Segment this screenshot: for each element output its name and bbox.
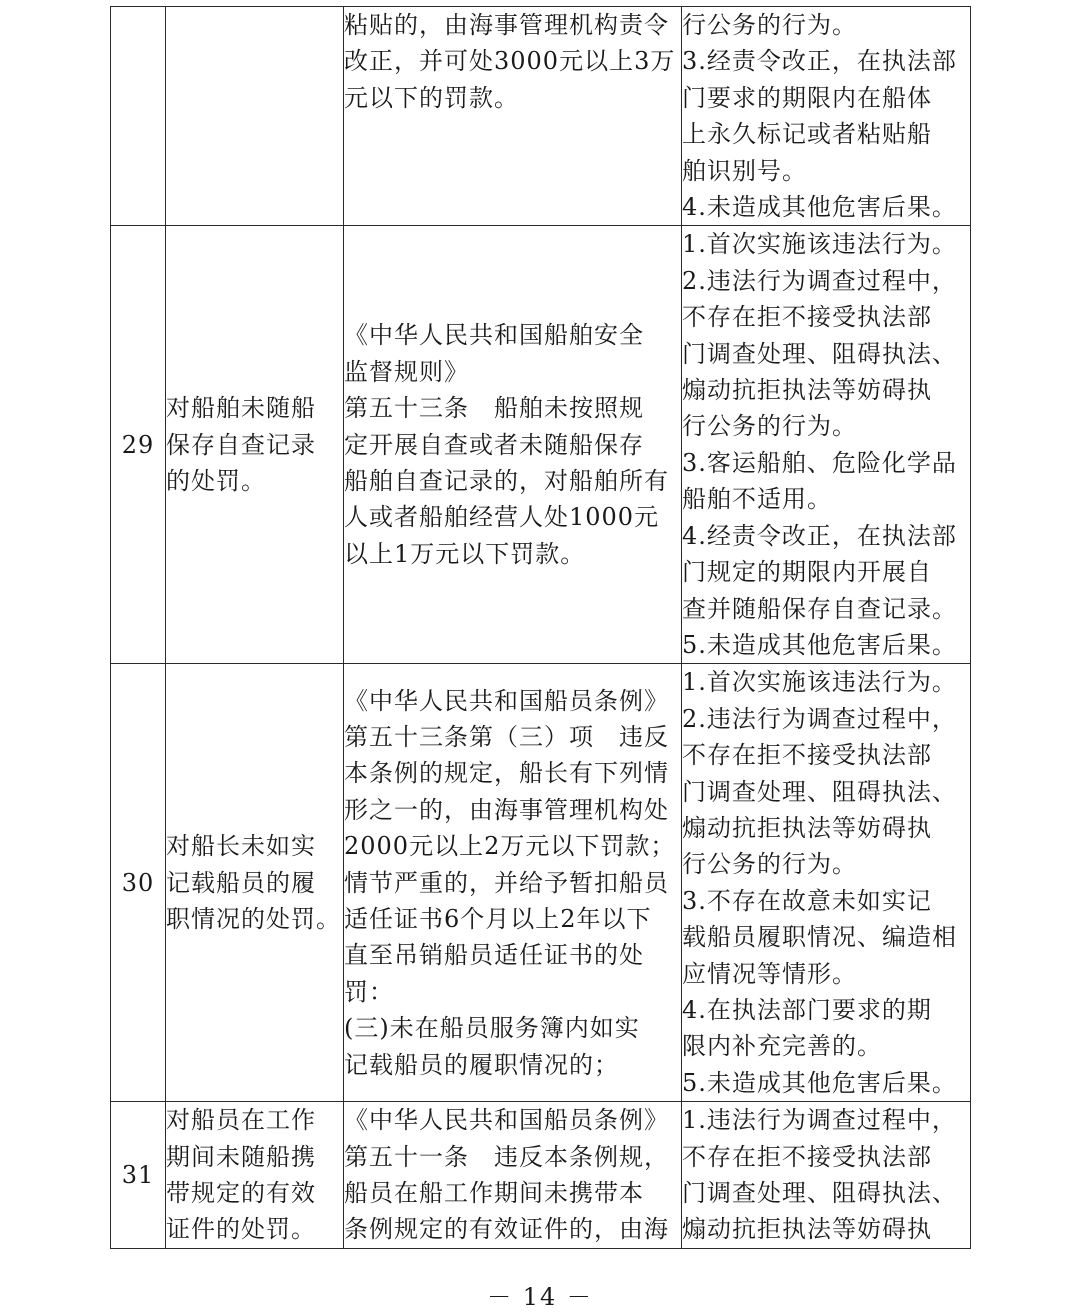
basis-line: 《中华人民共和国船舶安全 [344, 321, 644, 350]
basis-line: (三)未在船员服务簿内如实 [344, 1014, 640, 1043]
basis-line: 《中华人民共和国船员条例》 [344, 686, 669, 715]
conditions-line: 3.经责令改正，在执法部 [682, 47, 957, 76]
conditions-line: 上永久标记或者粘贴船 [682, 120, 932, 149]
item-line: 对船长未如实 [166, 832, 316, 861]
item-line: 职情况的处罚。 [166, 904, 341, 933]
table-row [111, 1102, 971, 1249]
conditions-line: 2.违法行为调查过程中， [682, 704, 957, 733]
conditions-line: 行公务的行为。 [682, 412, 857, 441]
basis-line: 定开展自查或者未随船保存 [344, 430, 644, 459]
page-number: － 14 － [487, 1283, 593, 1311]
conditions-line: 不存在拒不接受执法部 [682, 741, 932, 770]
basis-line: 直至吊销船员适任证书的处 [344, 941, 644, 970]
violation-item-cell [166, 226, 344, 664]
conditions-line: 4.未造成其他危害后果。 [682, 193, 957, 222]
basis-line: 第五十三条第（三）项 违反 [344, 722, 669, 751]
basis-line: 情节严重的，并给予暂扣船员 [344, 868, 669, 897]
conditions-line: 应情况等情形。 [682, 959, 857, 988]
conditions-line: 1.违法行为调查过程中， [682, 1106, 957, 1135]
conditions-line: 门调查处理、阻碍执法、 [682, 1179, 957, 1207]
conditions-line: 5.未造成其他危害后果。 [682, 1068, 957, 1097]
table-row [111, 226, 971, 664]
basis-line: 第五十三条 船舶未按照规 [344, 394, 644, 423]
basis-line: 改正，并可处3000元以上3万 [344, 47, 676, 76]
conditions-line: 2.违法行为调查过程中， [682, 266, 957, 295]
conditions-line: 门要求的期限内在船体 [682, 83, 932, 112]
penalty-table [110, 6, 971, 1249]
row-number: 30 [111, 664, 166, 1102]
item-line: 证件的处罚。 [166, 1215, 316, 1244]
conditions-line: 1.首次实施该违法行为。 [682, 668, 957, 697]
basis-line: 罚： [344, 977, 394, 1006]
item-line: 的处罚。 [166, 467, 266, 496]
basis-line: 船舶自查记录的，对船舶所有 [344, 467, 669, 496]
basis-line: 人或者船舶经营人处1000元 [344, 503, 660, 532]
basis-line: 形之一的，由海事管理机构处 [344, 795, 669, 824]
basis-line: 本条例的规定，船长有下列情 [344, 759, 669, 788]
basis-line: 2000元以上2万元以下罚款； [344, 832, 676, 861]
conditions-line: 舶识别号。 [682, 156, 807, 185]
item-line: 保存自查记录 [166, 430, 316, 459]
conditions-line: 不存在拒不接受执法部 [682, 303, 932, 332]
basis-line: 粘贴的，由海事管理机构责令 [344, 11, 669, 39]
conditions-line: 煽动抗拒执法等妨碍执 [682, 1215, 932, 1244]
item-line: 期间未随船携 [166, 1142, 316, 1171]
basis-line: 第五十一条 违反本条例规， [344, 1142, 669, 1171]
conditions-line: 3.客运船舶、危险化学品 [682, 448, 957, 477]
conditions-line: 行公务的行为。 [682, 850, 857, 879]
conditions-line: 船舶不适用。 [682, 485, 832, 514]
violation-item-cell [166, 7, 344, 226]
item-line: 记载船员的履 [166, 868, 316, 897]
conditions-line: 限内补充完善的。 [682, 1032, 882, 1061]
row-number [111, 7, 166, 226]
violation-item-cell [166, 664, 344, 1102]
conditions-line: 煽动抗拒执法等妨碍执 [682, 376, 932, 405]
exemption-conditions-cell [682, 664, 971, 1102]
item-line: 对船员在工作 [166, 1106, 316, 1135]
conditions-line: 4.经责令改正，在执法部 [682, 521, 957, 550]
legal-basis-cell [344, 226, 682, 664]
conditions-line: 行公务的行为。 [682, 11, 857, 39]
table-row [111, 7, 971, 226]
conditions-line: 4.在执法部门要求的期 [682, 995, 932, 1024]
basis-line: 《中华人民共和国船员条例》 [344, 1106, 669, 1135]
item-line: 对船舶未随船 [166, 394, 316, 423]
exemption-conditions-cell [682, 1102, 971, 1249]
conditions-line: 5.未造成其他危害后果。 [682, 630, 957, 659]
legal-basis-cell [344, 664, 682, 1102]
basis-line: 监督规则》 [344, 357, 469, 386]
basis-line: 记载船员的履职情况的； [344, 1050, 619, 1079]
row-number: 29 [111, 226, 166, 664]
legal-basis-cell [344, 1102, 682, 1249]
conditions-line: 1.首次实施该违法行为。 [682, 230, 957, 259]
exemption-conditions-cell [682, 7, 971, 226]
conditions-line: 门规定的期限内开展自 [682, 558, 932, 587]
basis-line: 适任证书6个月以上2年以下 [344, 904, 652, 933]
basis-line: 以上1万元以下罚款。 [344, 539, 586, 568]
item-line: 带规定的有效 [166, 1179, 316, 1207]
basis-line: 条例规定的有效证件的，由海 [344, 1215, 669, 1244]
conditions-line: 不存在拒不接受执法部 [682, 1142, 932, 1171]
conditions-line: 载船员履职情况、编造相 [682, 923, 957, 952]
basis-line: 船员在船工作期间未携带本 [344, 1179, 644, 1207]
conditions-line: 查并随船保存自查记录。 [682, 594, 957, 623]
legal-basis-cell [344, 7, 682, 226]
conditions-line: 3.不存在故意未如实记 [682, 886, 932, 915]
basis-line: 元以下的罚款。 [344, 83, 519, 112]
conditions-line: 门调查处理、阻碍执法、 [682, 777, 957, 806]
penalty-table-body [111, 7, 971, 1249]
row-number: 31 [111, 1102, 166, 1249]
conditions-line: 门调查处理、阻碍执法、 [682, 339, 957, 368]
conditions-line: 煽动抗拒执法等妨碍执 [682, 813, 932, 842]
violation-item-cell [166, 1102, 344, 1249]
table-row [111, 664, 971, 1102]
exemption-conditions-cell [682, 226, 971, 664]
